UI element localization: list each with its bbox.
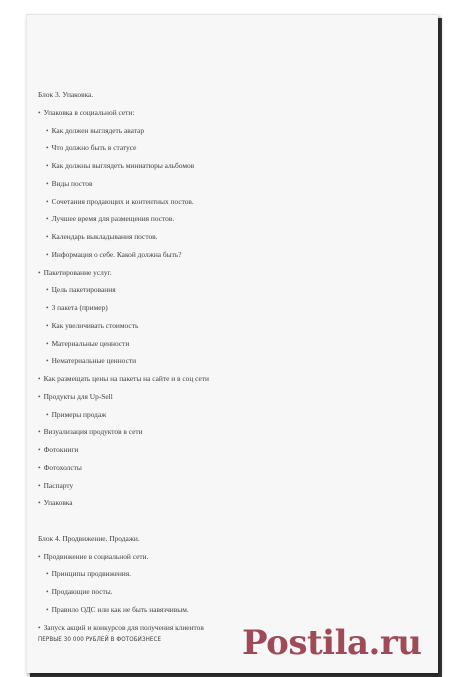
block3-list-item [38,370,398,388]
bullet-icon: • [46,143,49,153]
bullet-icon: • [38,107,41,117]
list-item-text: Продающие посты. [51,587,113,596]
list-item-text: Упаковка в социальной сети: [43,107,135,117]
bullet-icon: • [38,445,41,454]
list-item-text: Продукты для Up-Sell [43,391,113,401]
bullet-icon: • [46,303,49,312]
list-item-text: Как размещать цены на пакеты на сайте и в соц сети [43,374,209,383]
document-body [38,86,398,636]
block3-list-item [38,210,398,228]
bullet-icon: • [46,356,49,366]
block3-list-item [38,477,398,495]
block3-list-item [38,228,398,246]
block3-list-item [38,157,398,175]
list-item-text: Паспарту [43,480,74,490]
block3-list-item [38,317,398,335]
bullet-icon: • [38,498,41,508]
bullet-icon: • [46,285,49,295]
bullet-icon: • [46,604,49,614]
block3-list-item [38,281,398,299]
block3-list-item [38,352,398,370]
bullet-icon: • [46,125,49,135]
postila-watermark-logo[interactable]: Postila.ru [242,623,422,663]
bullet-icon: • [46,569,49,579]
block4-heading: Блок 4. Продвижение. Продажи. [38,533,140,543]
bullet-icon: • [46,178,49,188]
bullet-icon: • [46,587,49,596]
bullet-icon: • [46,249,49,259]
list-item-text: Календарь выкладывания постов. [51,232,158,241]
bullet-icon: • [46,161,49,170]
block3-list-item [38,139,398,157]
block3-heading: Блок 3. Упаковка. [38,90,94,99]
block3-list-item [38,264,398,282]
list-item-text: Примеры продаж [51,409,107,419]
block3-list-item [38,246,398,264]
list-item-text: Упаковка [43,498,73,508]
list-item-text: Продвижение в социальной сети. [43,551,149,561]
block4-list-item [38,548,398,566]
bullet-icon: • [46,214,49,224]
block3-list [38,104,398,512]
block3-list-item [38,406,398,424]
list-item-text: Принципы продвижения. [51,569,131,579]
block3-list-item [38,335,398,353]
list-item-text: Фотохолсты [43,462,82,472]
list-item-text: Сочетания продающих и контентных постов. [51,196,194,206]
list-item-text: Нематериальные ценности [51,356,137,366]
block3-list-item [38,193,398,211]
section-spacer [38,512,398,530]
bullet-icon: • [46,338,49,348]
list-item-text: Как увеличивать стоимость [51,320,139,330]
list-item-text: 3 пакета (пример) [51,303,108,312]
bullet-icon: • [38,391,41,401]
bullet-icon: • [38,551,41,561]
block3-list-item [38,494,398,512]
block3-list-item [38,423,398,441]
block3-list-item [38,441,398,459]
list-item-text: Что должно быть в статусе [51,143,137,153]
list-item-text: Визуализация продуктов в сети [43,427,143,437]
list-item-text: Пакетирование услуг. [43,267,112,277]
block3-list-item [38,122,398,140]
list-item-text: Правило ОДС или как не быть навязчивым. [51,604,189,614]
list-item-text: Материальные ценности [51,338,130,348]
block4-list-item [38,583,398,601]
bullet-icon: • [46,232,49,241]
list-item-text: Лучшее время для размещения постов. [51,214,175,224]
list-item-text: Цель пакетирования [51,285,116,295]
block3-list-item [38,388,398,406]
list-item-text: Фотокниги [43,445,79,454]
bullet-icon: • [38,427,41,437]
list-item-text: Виды постов [51,178,93,188]
bullet-icon: • [38,462,41,472]
running-footer: ПЕРВЫЕ 30 000 РУБЛЕЙ В ФОТОБИЗНЕСЕ [38,636,162,643]
bullet-icon: • [46,320,49,330]
list-item-text: Как должны выглядеть миниатюры альбомов [51,161,195,170]
block3-list-item [38,459,398,477]
block3-list-item [38,175,398,193]
block3-list-item [38,104,398,122]
list-item-text: Информация о себе. Какой должна быть? [51,249,182,259]
bullet-icon: • [46,409,49,419]
bullet-icon: • [46,196,49,206]
bullet-icon: • [38,622,41,632]
bullet-icon: • [38,480,41,490]
bullet-icon: • [38,374,41,383]
list-item-text: Как должен выглядеть аватар [51,125,145,135]
bullet-icon: • [38,267,41,277]
list-item-text: Запуск акций и конкурсов для получения клиентов [43,622,204,632]
block4-list-item [38,565,398,583]
block3-list-item [38,299,398,317]
